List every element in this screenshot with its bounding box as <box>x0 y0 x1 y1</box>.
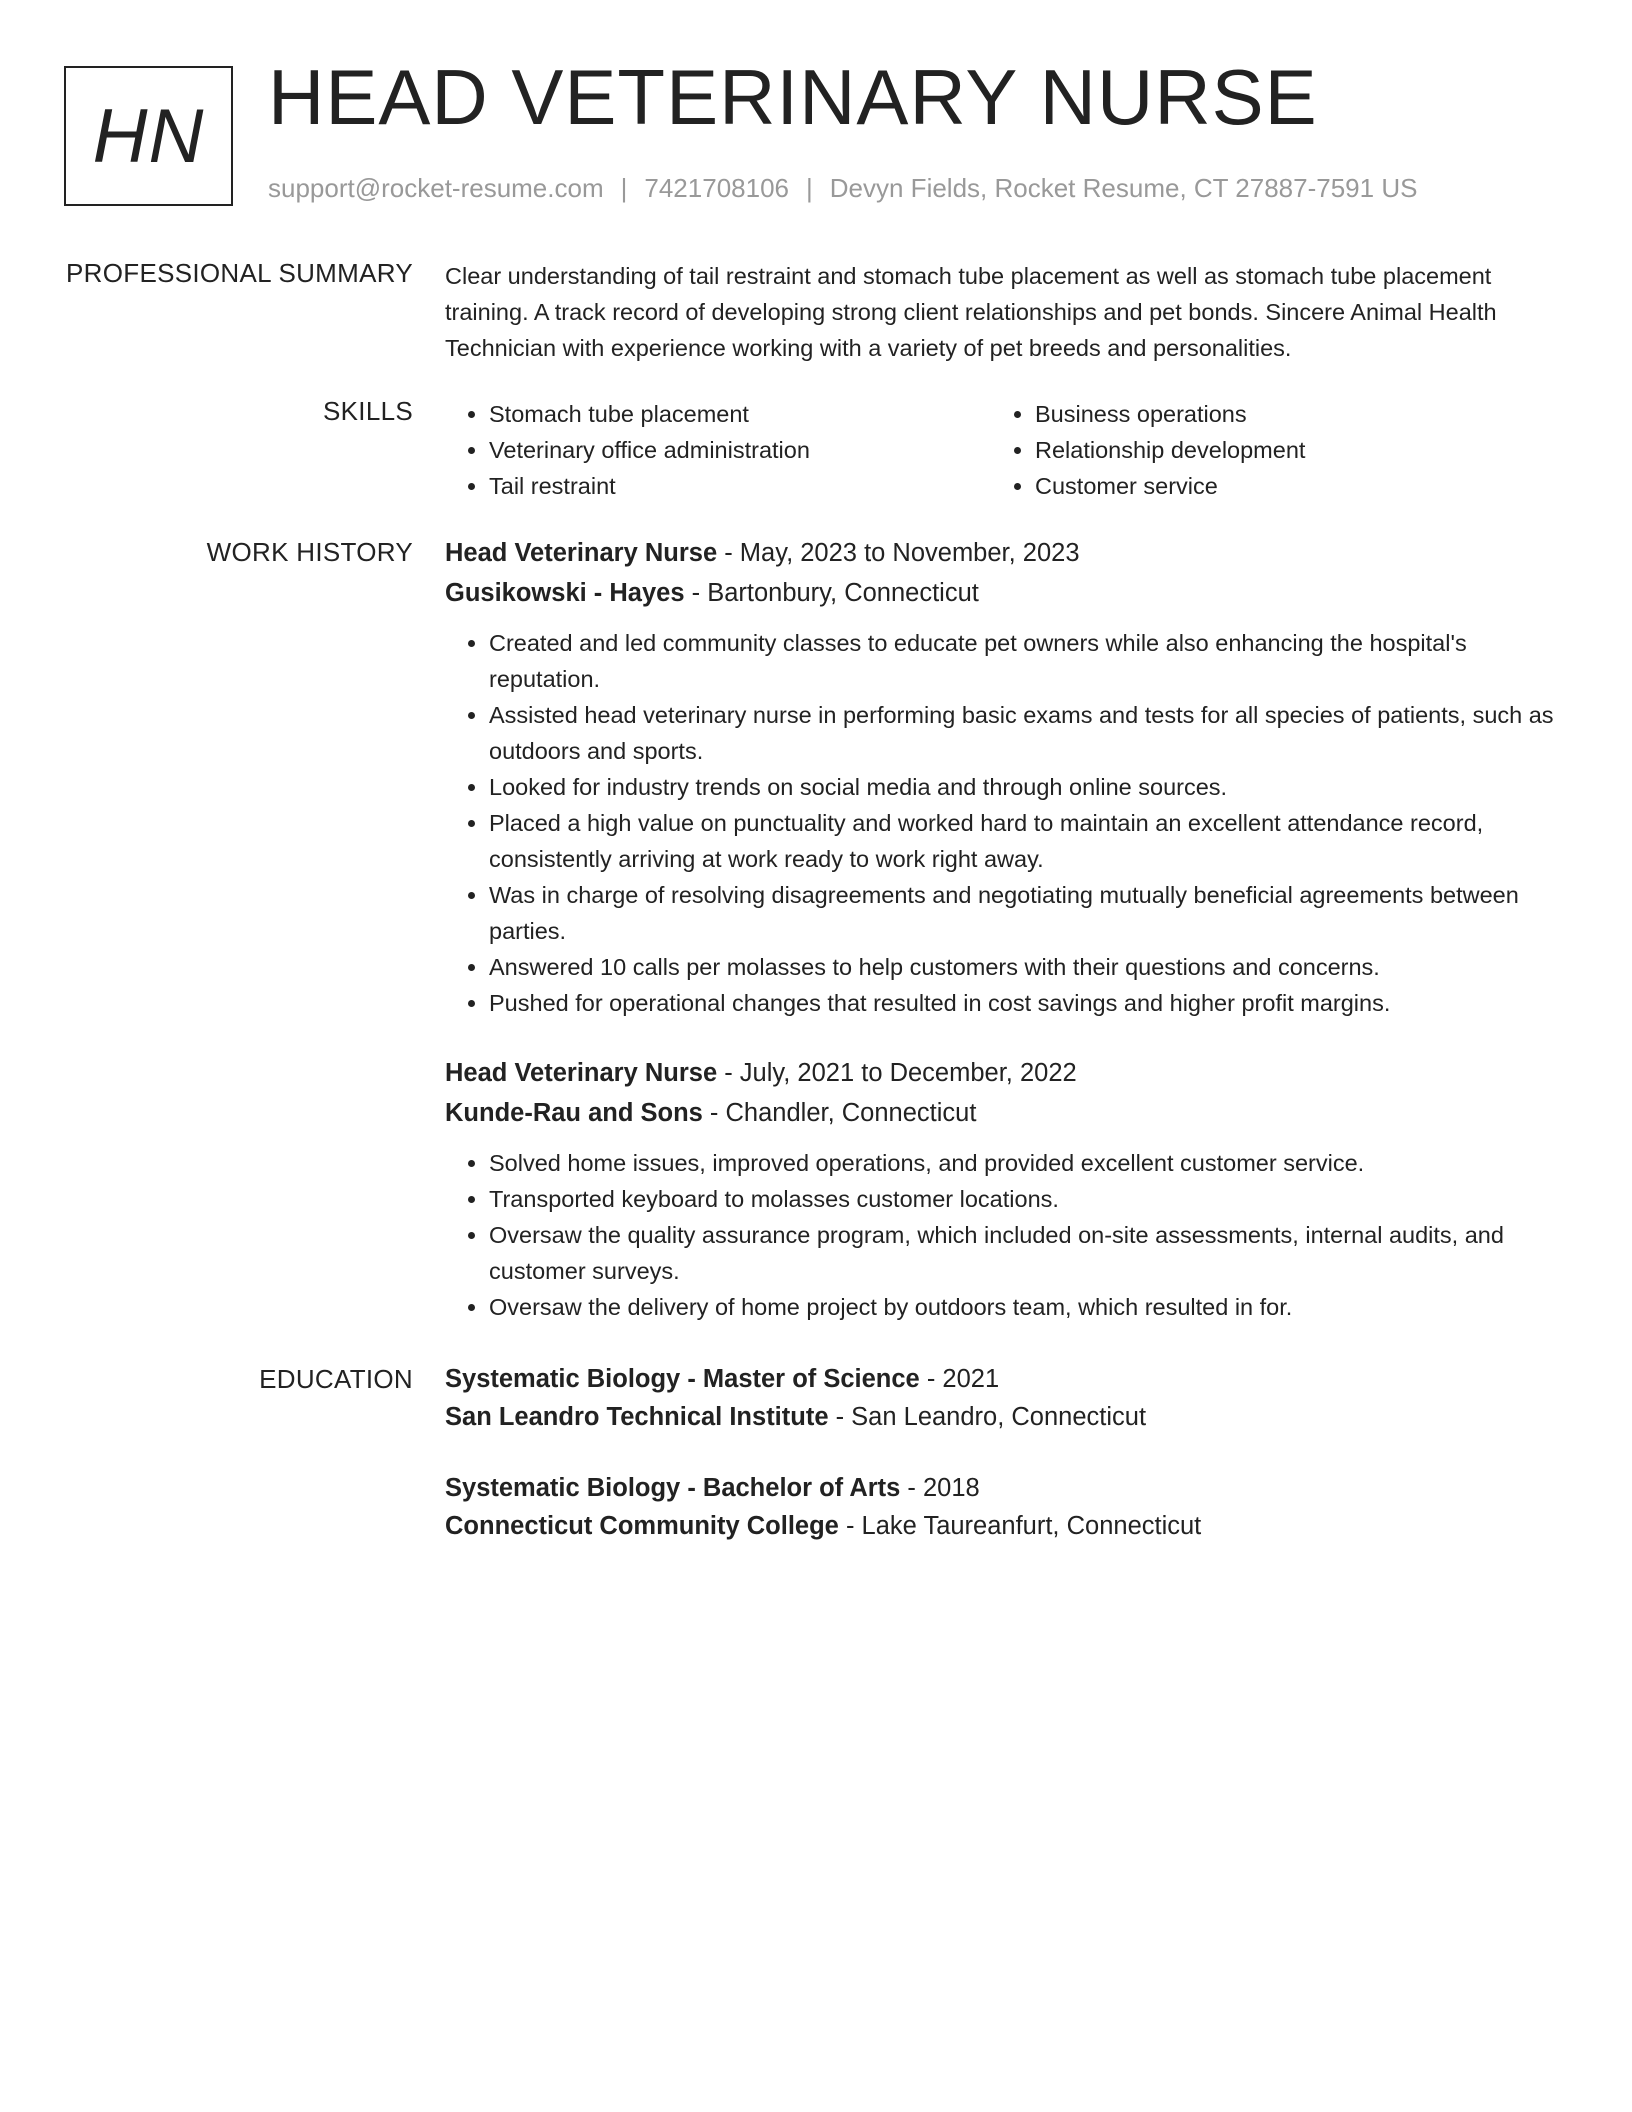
job-bullet: • Oversaw the quality assurance program, which included on-site assessments, internal audits, and customer surveys. <box>489 1217 1560 1289</box>
job-bullets <box>445 1145 1560 1325</box>
skill-item: • Business operations <box>1035 396 1537 432</box>
education-degree: Systematic Biology - Bachelor of Arts <box>445 1474 901 1502</box>
contact-line <box>268 173 1417 204</box>
job-dates: - July, 2021 to December, 2022 <box>717 1059 1077 1087</box>
job-title-line <box>445 1053 1560 1093</box>
job-entry <box>445 1053 1560 1325</box>
contact-separator: | <box>620 173 628 203</box>
section-label-education: EDUCATION <box>259 1364 413 1394</box>
education-entry <box>445 1360 1560 1436</box>
job-bullet: • Was in charge of resolving disagreements and negotiating mutually beneficial agreements between parties. <box>489 877 1560 949</box>
job-bullet: • Transported keyboard to molasses customer locations. <box>489 1181 1560 1217</box>
education-location: - Lake Taureanfurt, Connecticut <box>838 1512 1202 1540</box>
job-bullets <box>445 625 1560 1021</box>
skills-column-left <box>445 396 991 504</box>
job-location: - Chandler, Connecticut <box>702 1099 977 1127</box>
skills-column-right <box>991 396 1537 504</box>
job-location: - Bartonbury, Connecticut <box>684 579 979 607</box>
job-title-line <box>445 533 1560 573</box>
education-year: - 2018 <box>900 1474 980 1502</box>
education-degree: Systematic Biology - Master of Science <box>445 1365 920 1393</box>
resume-title: HEAD VETERINARY NURSE <box>268 53 1318 141</box>
contact-separator: | <box>806 173 813 203</box>
section-label-summary: PROFESSIONAL SUMMARY <box>66 258 413 288</box>
job-bullet: • Placed a high value on punctuality and worked hard to maintain an excellent attendance record, consistently arriving at work ready to work right away. <box>489 805 1560 877</box>
skills-list <box>445 396 1560 504</box>
education-school-line <box>445 1398 1560 1436</box>
contact-phone: 7421708106 <box>644 173 789 203</box>
job-bullet: • Oversaw the delivery of home project by outdoors team, which resulted in for. <box>489 1289 1560 1325</box>
contact-address: Devyn Fields, Rocket Resume, CT 27887-7591 US <box>829 173 1418 203</box>
contact-email: support@rocket-resume.com <box>268 173 604 203</box>
education-degree-line <box>445 1469 1560 1507</box>
skill-item: • Customer service <box>1035 468 1537 504</box>
skill-item: • Tail restraint <box>489 468 991 504</box>
job-title: Head Veterinary Nurse <box>445 539 718 567</box>
monogram-initials: HN <box>92 93 205 179</box>
skill-item: • Veterinary office administration <box>489 432 991 468</box>
job-bullet: • Answered 10 calls per molasses to help customers with their questions and concerns. <box>489 949 1560 985</box>
job-bullet: • Looked for industry trends on social media and through online sources. <box>489 769 1560 805</box>
job-title: Head Veterinary Nurse <box>445 1059 718 1087</box>
job-bullet: • Pushed for operational changes that resulted in cost savings and higher profit margins. <box>489 985 1560 1021</box>
education-entry <box>445 1469 1560 1545</box>
job-bullet: • Solved home issues, improved operations, and provided excellent customer service. <box>489 1145 1560 1181</box>
education-location: - San Leandro, Connecticut <box>828 1403 1147 1431</box>
job-bullet: • Assisted head veterinary nurse in performing basic exams and tests for all species of patients, such as outdoors and sports. <box>489 697 1560 769</box>
job-company: Gusikowski - Hayes <box>445 579 685 607</box>
skill-item: • Stomach tube placement <box>489 396 991 432</box>
education-degree-line <box>445 1360 1560 1398</box>
job-company-line <box>445 1093 1560 1133</box>
job-company-line <box>445 573 1560 613</box>
education-school-line <box>445 1507 1560 1545</box>
education-year: - 2021 <box>919 1365 1000 1393</box>
section-label-skills: SKILLS <box>323 396 413 426</box>
education-school: Connecticut Community College <box>445 1512 839 1540</box>
job-bullet: • Created and led community classes to educate pet owners while also enhancing the hospital's reputation. <box>489 625 1560 697</box>
monogram-box <box>64 66 233 206</box>
education-school: San Leandro Technical Institute <box>445 1403 829 1431</box>
summary-text: Clear understanding of tail restraint and stomach tube placement as well as stomach tube placement training. A track record of developing strong client relationships and pet bonds. Sincere Animal Health Technician with experience working with a variety of pet breeds and personalities. <box>445 263 1497 361</box>
skill-item: • Relationship development <box>1035 432 1537 468</box>
job-entry <box>445 533 1560 1021</box>
job-dates: - May, 2023 to November, 2023 <box>717 539 1080 567</box>
job-company: Kunde-Rau and Sons <box>445 1099 703 1127</box>
section-label-work-history: WORK HISTORY <box>206 537 413 567</box>
